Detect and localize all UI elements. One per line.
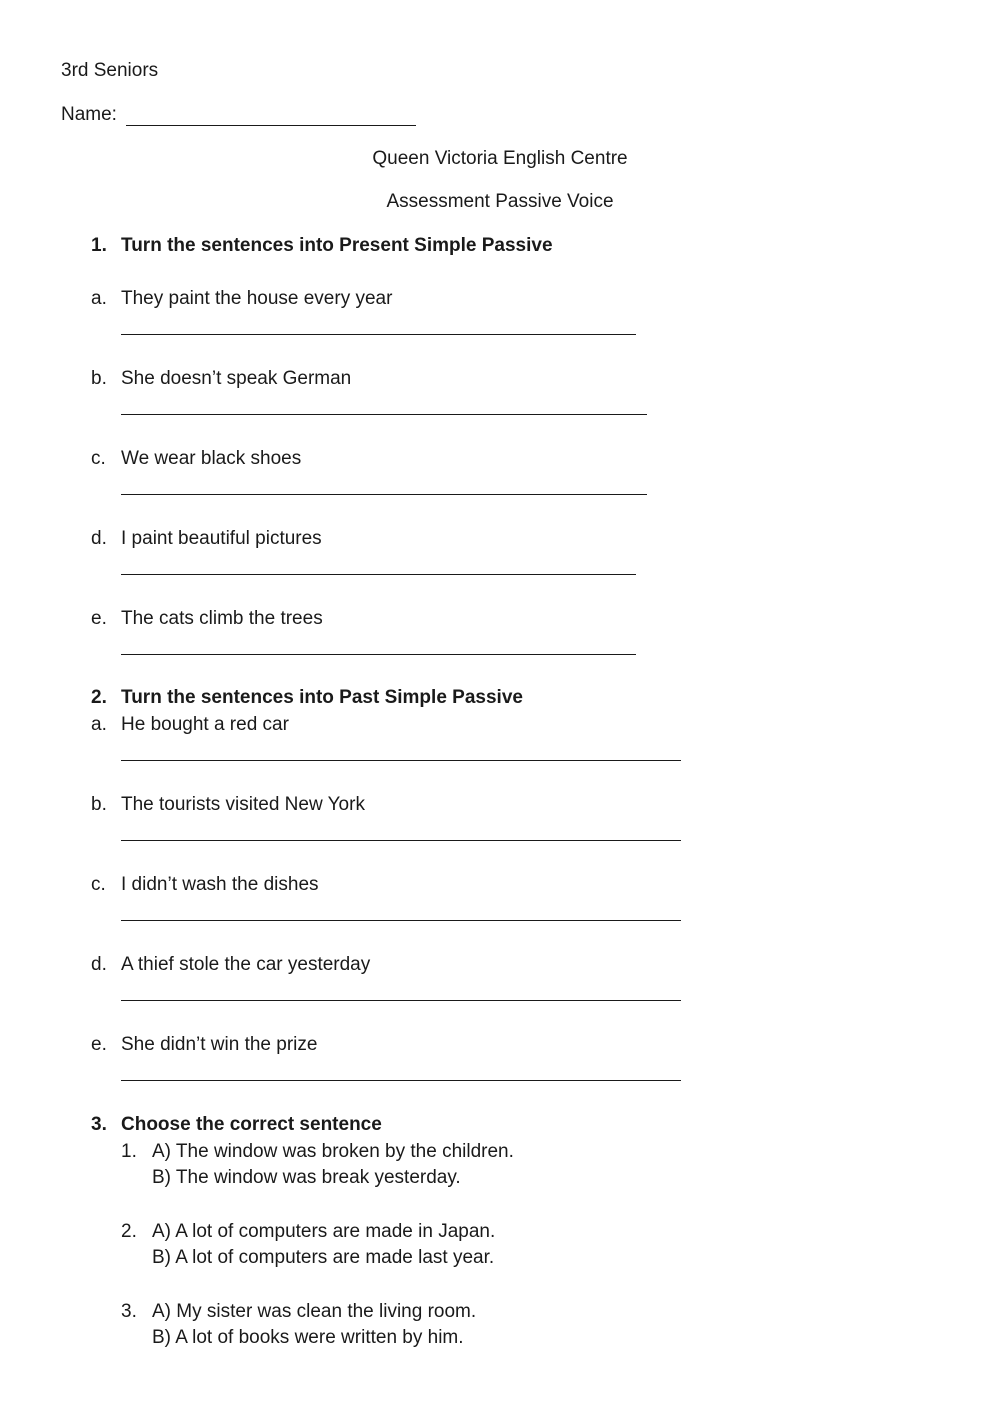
s3-q1-number: 1. [121, 1141, 137, 1162]
s1-item-b-answer-line[interactable] [121, 414, 647, 415]
s2-item-d-text: A thief stole the car yesterday [121, 954, 371, 975]
name-input-line[interactable] [126, 125, 416, 126]
section3-title: Choose the correct sentence [121, 1114, 382, 1135]
s2-item-b-answer-line[interactable] [121, 840, 681, 841]
school-name: Queen Victoria English Centre [372, 148, 628, 169]
s3-q2-number: 2. [121, 1221, 137, 1242]
class-label: 3rd Seniors [61, 60, 159, 81]
s2-item-a-answer-line[interactable] [121, 760, 681, 761]
s1-item-d-answer-line[interactable] [121, 574, 636, 575]
s1-item-b-letter: b. [91, 368, 107, 389]
s2-item-b-text: The tourists visited New York [121, 794, 365, 815]
s2-item-c-letter: c. [91, 874, 106, 895]
s3-q2-option-b[interactable]: B) A lot of computers are made last year. [152, 1247, 495, 1268]
s1-item-e-answer-line[interactable] [121, 654, 636, 655]
s2-item-d-answer-line[interactable] [121, 1000, 681, 1001]
section2-number: 2. [91, 687, 107, 708]
s1-item-a-text: They paint the house every year [121, 288, 393, 309]
s3-q1-option-b[interactable]: B) The window was break yesterday. [152, 1167, 461, 1188]
s1-item-e-text: The cats climb the trees [121, 608, 323, 629]
assessment-title: Assessment Passive Voice [386, 191, 614, 212]
section1-title: Turn the sentences into Present Simple Passive [121, 235, 553, 256]
s3-q3-number: 3. [121, 1301, 137, 1322]
s2-item-b-letter: b. [91, 794, 107, 815]
s1-item-a-letter: a. [91, 288, 107, 309]
s2-item-e-answer-line[interactable] [121, 1080, 681, 1081]
s1-item-d-letter: d. [91, 528, 107, 549]
s1-item-d-text: I paint beautiful pictures [121, 528, 322, 549]
s2-item-e-text: She didn’t win the prize [121, 1034, 318, 1055]
s3-q3-option-b[interactable]: B) A lot of books were written by him. [152, 1327, 464, 1348]
s1-item-c-letter: c. [91, 448, 106, 469]
s3-q2-option-a[interactable]: A) A lot of computers are made in Japan. [152, 1221, 496, 1242]
section3-number: 3. [91, 1114, 107, 1135]
s1-item-e-letter: e. [91, 608, 107, 629]
s2-item-c-answer-line[interactable] [121, 920, 681, 921]
s3-q3-option-a[interactable]: A) My sister was clean the living room. [152, 1301, 477, 1322]
s2-item-e-letter: e. [91, 1034, 107, 1055]
s1-item-c-answer-line[interactable] [121, 494, 647, 495]
s2-item-a-text: He bought a red car [121, 714, 289, 735]
s1-item-b-text: She doesn’t speak German [121, 368, 352, 389]
section2-title: Turn the sentences into Past Simple Passive [121, 687, 523, 708]
s1-item-a-answer-line[interactable] [121, 334, 636, 335]
s2-item-d-letter: d. [91, 954, 107, 975]
name-label: Name: [61, 104, 117, 125]
s1-item-c-text: We wear black shoes [121, 448, 302, 469]
section1-number: 1. [91, 235, 107, 256]
s2-item-c-text: I didn’t wash the dishes [121, 874, 319, 895]
s2-item-a-letter: a. [91, 714, 107, 735]
s3-q1-option-a[interactable]: A) The window was broken by the children. [152, 1141, 514, 1162]
